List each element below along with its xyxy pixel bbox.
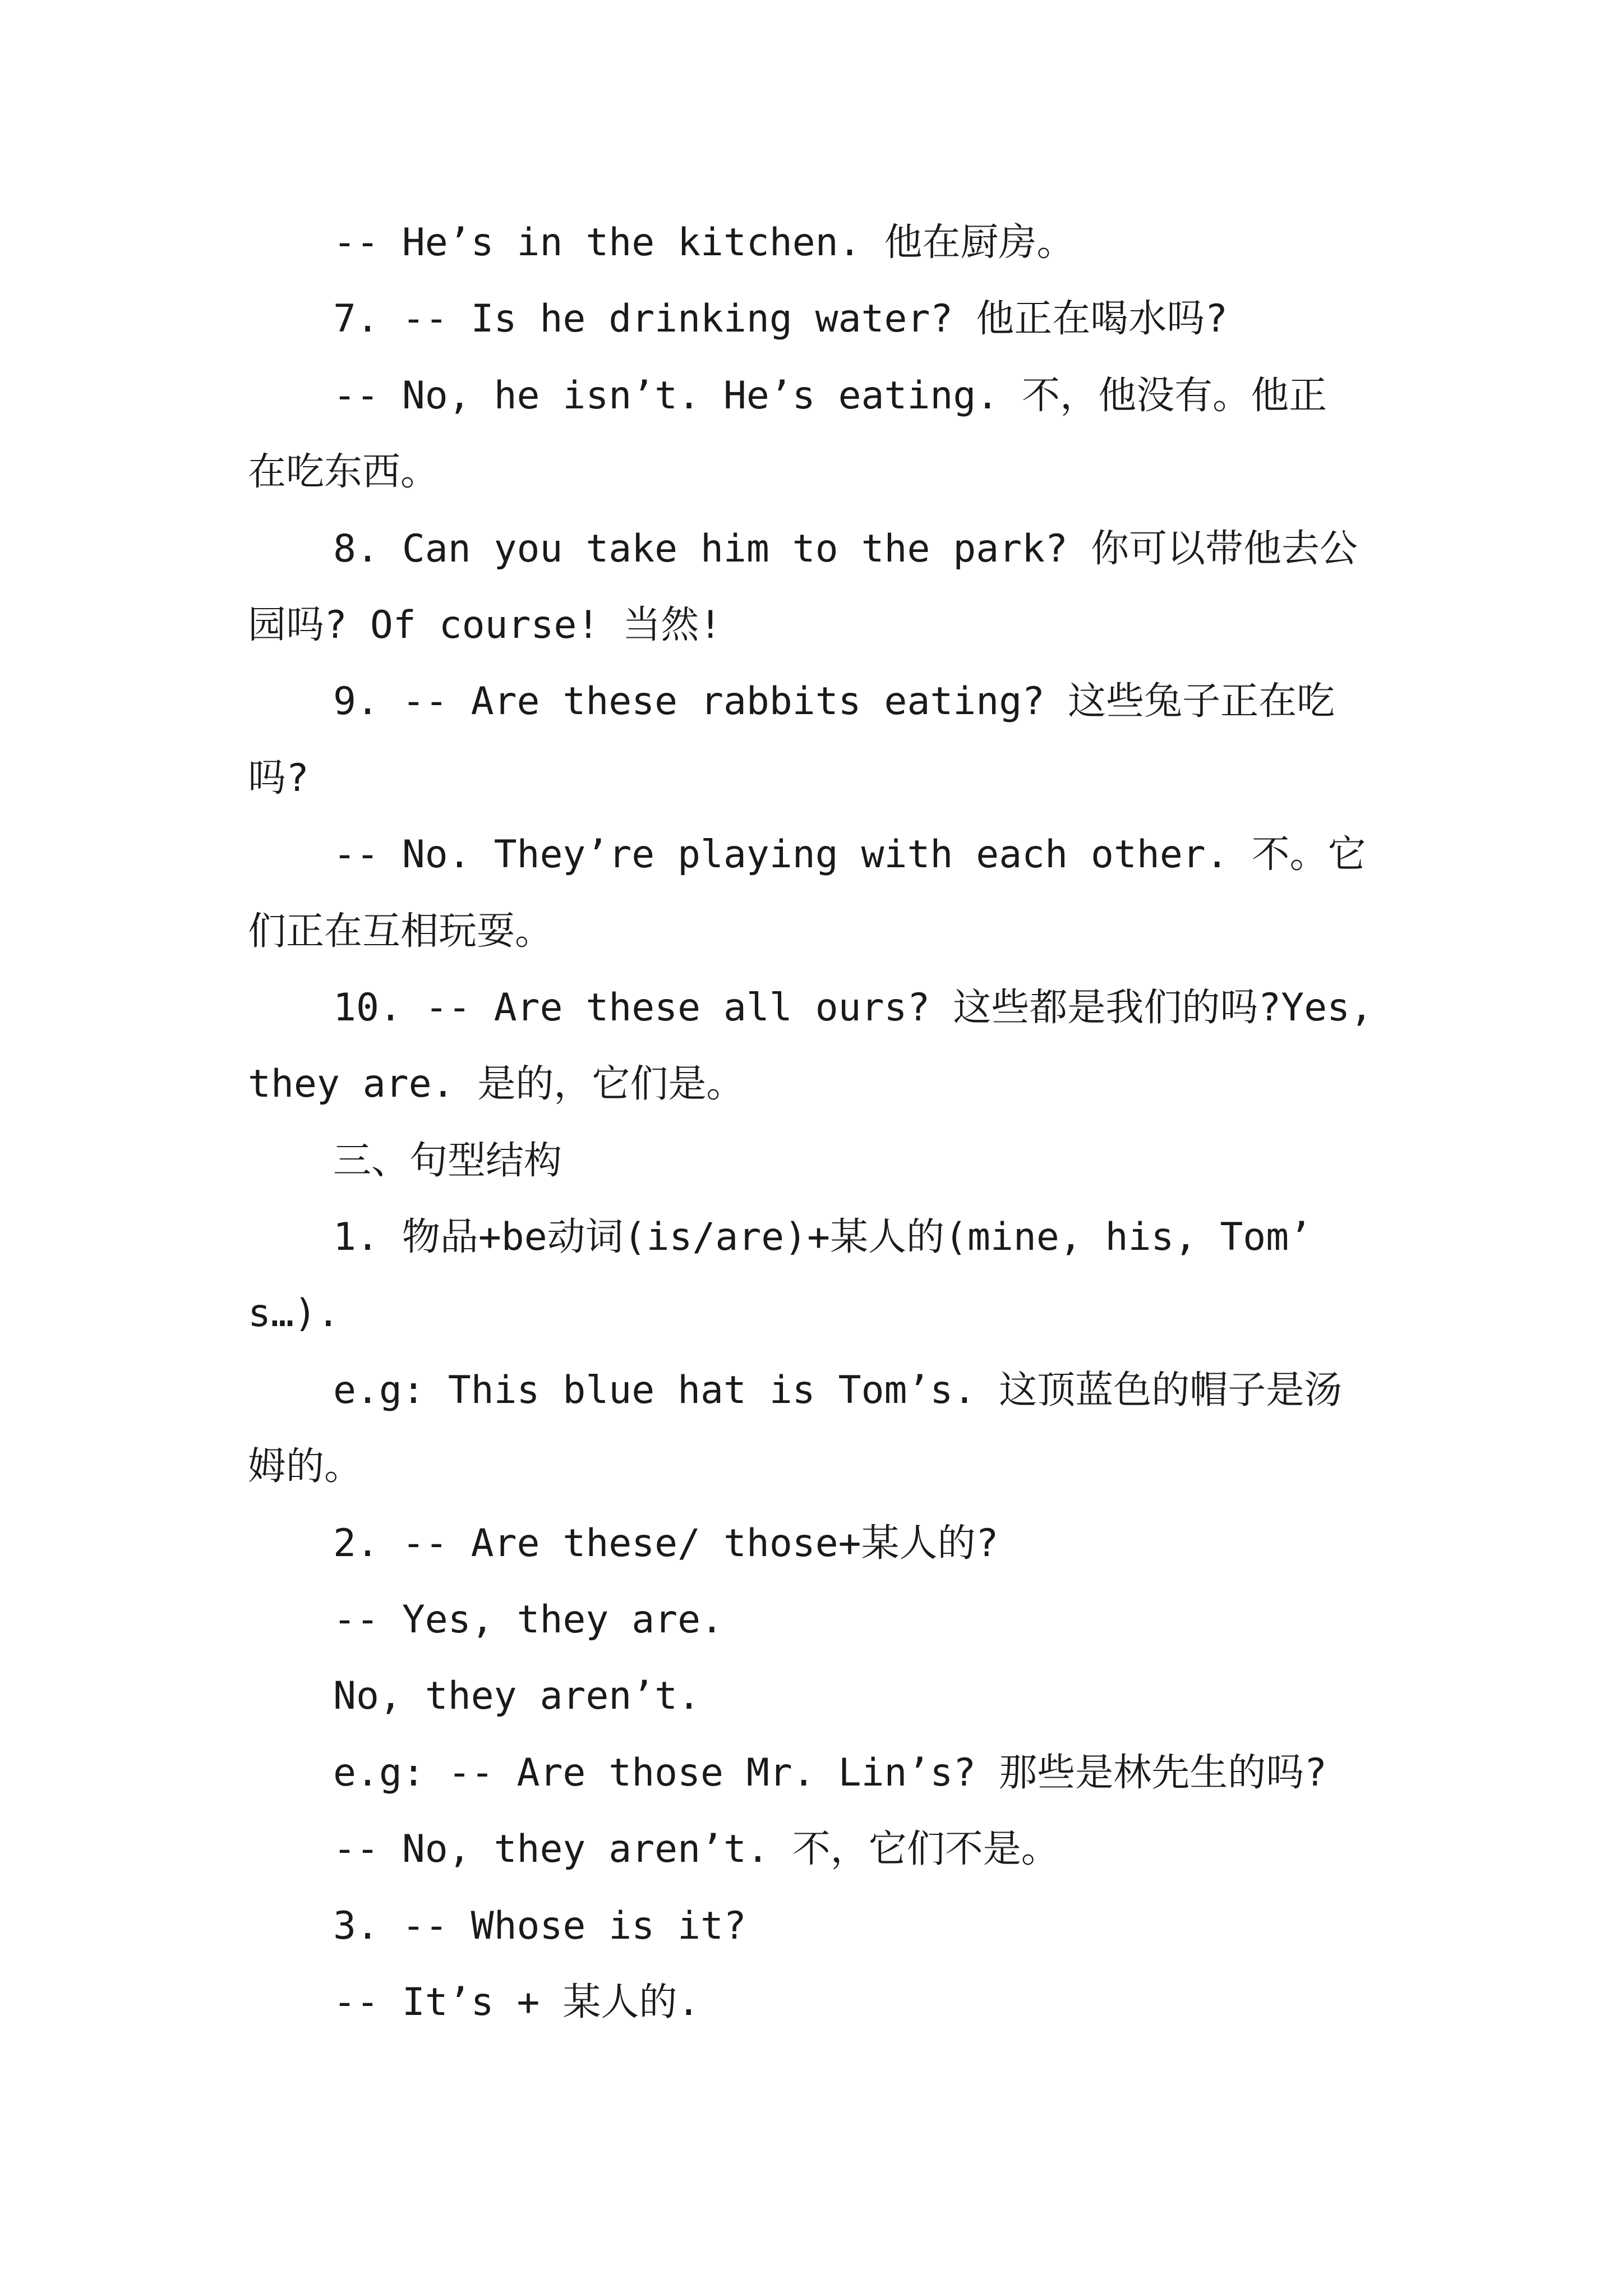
text-line: 在吃东西。 (248, 450, 439, 495)
text-line: No, they aren’t. (333, 1674, 701, 1719)
text-line: -- Yes, they are. (333, 1598, 723, 1642)
text-line: e.g: This blue hat is Tom’s. 这顶蓝色的帽子是汤 (333, 1368, 1343, 1412)
text-line: 2. -- Are these/ those+某人的? (333, 1521, 999, 1566)
text-line: -- No, he isn’t. He’s eating. 不，他没有。他正 (333, 373, 1327, 418)
text-line: 1. 物品+be动词(is/are)+某人的(mine, his, Tom’ (333, 1215, 1312, 1260)
text-line: -- It’s + 某人的. (333, 1980, 700, 2024)
text-line: -- No, they aren’t. 不，它们不是。 (333, 1827, 1059, 1872)
text-line: 7. -- Is he drinking water? 他正在喝水吗? (333, 297, 1228, 342)
text-line: 园吗? Of course! 当然! (248, 602, 722, 647)
text-line: 8. Can you take him to the park? 你可以带他去公 (333, 526, 1358, 571)
text-line: e.g: -- Are those Mr. Lin’s? 那些是林先生的吗? (333, 1750, 1327, 1795)
text-line: -- He’s in the kitchen. 他在厨房。 (333, 220, 1075, 265)
text-line: 姆的。 (248, 1444, 363, 1489)
text-line: s…). (248, 1291, 340, 1336)
text-line: 3. -- Whose is it? (333, 1903, 746, 1948)
text-line: 们正在互相玩耍。 (248, 909, 554, 954)
text-line: 吗? (248, 756, 309, 800)
text-line: 9. -- Are these rabbits eating? 这些兔子正在吃 (333, 679, 1335, 724)
text-line: 10. -- Are these all ours? 这些都是我们的吗?Yes, (333, 985, 1373, 1030)
section-heading: 三、句型结构 (333, 1138, 562, 1183)
text-line: they are. 是的，它们是。 (248, 1062, 745, 1107)
document-body (248, 205, 1392, 2041)
text-line: -- No. They’re playing with each other. 不。它 (333, 832, 1366, 877)
